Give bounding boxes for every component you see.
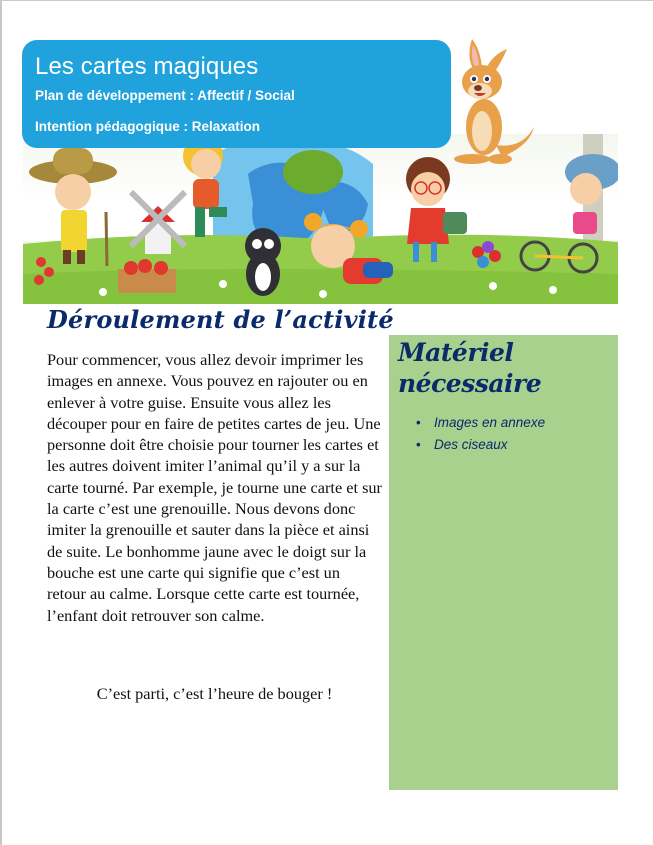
material-item <box>415 412 545 434</box>
activity-title: Les cartes magiques <box>35 53 259 80</box>
material-item-label: Des ciseaux <box>434 436 508 452</box>
bullet-icon: • <box>416 436 421 452</box>
material-box <box>389 335 618 790</box>
development-plan: Plan de développement : Affectif / Social <box>35 88 295 103</box>
material-item-label: Images en annexe <box>434 415 546 430</box>
closing-line: C’est parti, c’est l’heure de bouger ! <box>96 684 333 703</box>
section-title: Déroulement de l’activité <box>47 305 394 334</box>
bullet-icon: • <box>416 415 421 430</box>
material-title: Matériel nécessaire <box>398 338 542 398</box>
header-card <box>22 40 451 148</box>
kangaroo-mascot-icon <box>452 37 538 165</box>
activity-description: Pour commencer, vous allez devoir imprimer les images en annexe. Vous pouvez en rajouter ou en enlever à votre guise. Ensuite vous allez les découper pour en faire de petites cartes de jeu. Une personne doit être choisie pour tourner les cartes et les autres doivent imiter l’animal qu’il y a sur la carte tourné. Par exemple, je tourne une carte et sur la carte c’est une grenouille. Nous devons donc imiter la grenouille et sauter dans la pièce et ainsi de suite. Le bonhomme jaune avec le doigt sur la bouche est une carte qui signifie que c’est un retour au calme. Lorsque cette carte est tournée, l’enfant doit retrouver son calme. <box>47 350 382 625</box>
pedagogical-intention: Intention pédagogique : Relaxation <box>35 119 261 134</box>
material-list <box>415 412 545 455</box>
material-item <box>415 434 545 456</box>
